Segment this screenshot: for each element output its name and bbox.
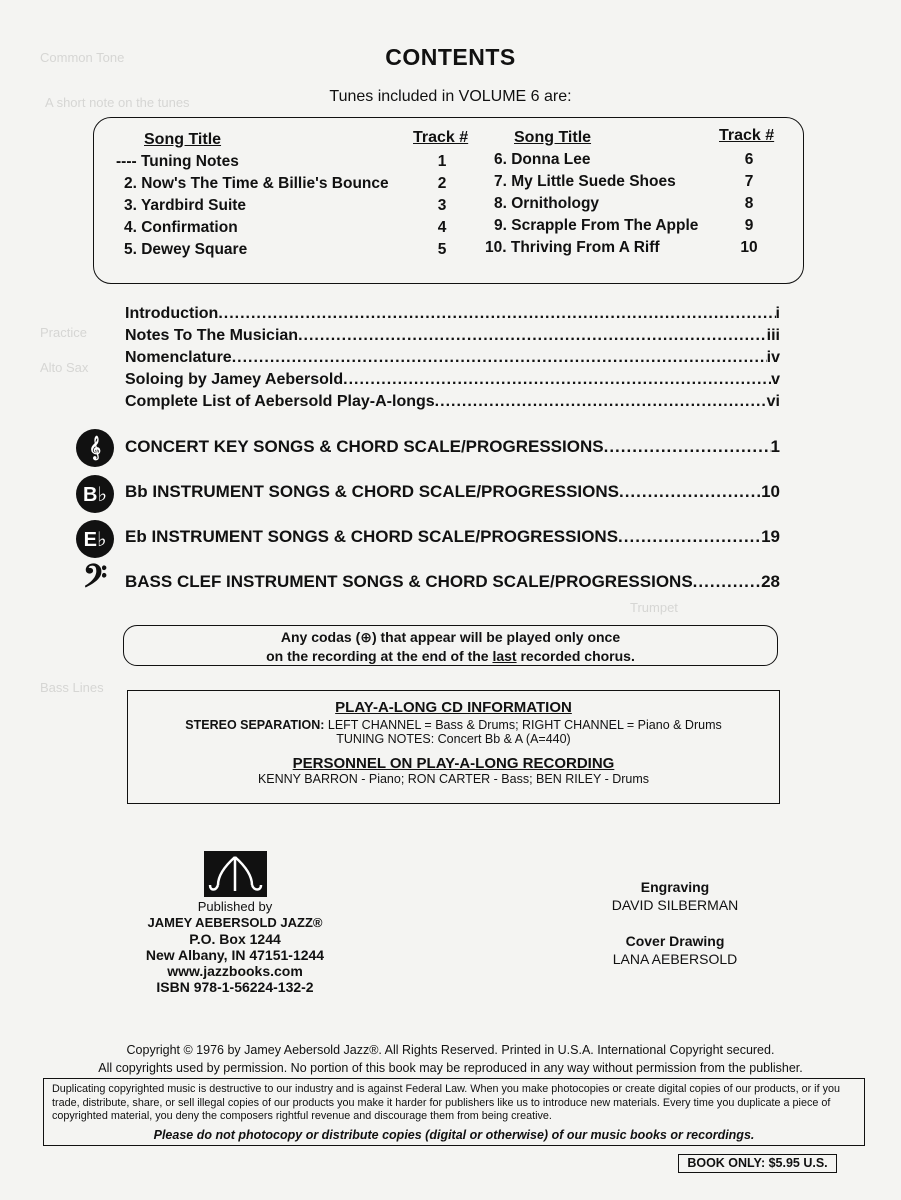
tune-item: 6. Donna Lee bbox=[494, 151, 591, 168]
bleed-through-text: Practice bbox=[40, 325, 87, 340]
b-flat-icon: B♭ bbox=[76, 475, 114, 513]
toc-page: v bbox=[771, 371, 780, 388]
engraving-label: Engraving bbox=[640, 879, 710, 895]
track-number: 2 bbox=[437, 175, 447, 192]
toc-label: Soloing by Jamey Aebersold bbox=[125, 371, 344, 388]
section-entry-bass[interactable] bbox=[125, 572, 780, 596]
publisher-city: New Albany, IN 47151-1244 bbox=[145, 947, 325, 963]
emphasis-last: last bbox=[492, 648, 517, 664]
tune-item: ---- Tuning Notes bbox=[116, 153, 239, 170]
section-page: 19 bbox=[761, 527, 780, 546]
toc-page: i bbox=[775, 305, 780, 322]
copy-warning-box bbox=[43, 1078, 865, 1146]
section-page: 1 bbox=[770, 437, 780, 456]
cover-drawing-label: Cover Drawing bbox=[625, 933, 725, 949]
track-number: 7 bbox=[744, 173, 754, 190]
tune-item: 8. Ornithology bbox=[494, 195, 600, 212]
tune-item: 3. Yardbird Suite bbox=[124, 197, 247, 214]
leader-dots bbox=[298, 327, 767, 345]
toc-entry-playalongs[interactable] bbox=[125, 393, 780, 415]
tunes-list-box bbox=[93, 117, 804, 284]
copyright-line: All copyrights used by permission. No portion of this book may be reproduced in any way without permission from the publisher. bbox=[98, 1061, 803, 1075]
page-title: CONTENTS bbox=[385, 44, 516, 70]
section-entry-eb[interactable] bbox=[125, 527, 780, 551]
tune-item: 4. Confirmation bbox=[124, 219, 238, 236]
publisher-website[interactable]: www.jazzbooks.com bbox=[167, 963, 303, 979]
track-header-right: Track # bbox=[719, 127, 775, 144]
bleed-through-text: A short note on the tunes bbox=[45, 95, 190, 110]
leader-dots bbox=[218, 305, 775, 323]
cover-drawing-name: LANA AEBERSOLD bbox=[612, 951, 738, 967]
section-entry-bb[interactable] bbox=[125, 482, 780, 506]
cd-info-box bbox=[127, 690, 780, 804]
track-number: 3 bbox=[437, 197, 447, 214]
leader-dots bbox=[693, 572, 761, 592]
e-flat-icon: E♭ bbox=[76, 520, 114, 558]
stereo-separation: STEREO SEPARATION: LEFT CHANNEL = Bass & Drums; RIGHT CHANNEL = Piano & Drums bbox=[185, 718, 722, 732]
leader-dots bbox=[232, 349, 767, 367]
leader-dots bbox=[435, 393, 767, 411]
page-subtitle: Tunes included in VOLUME 6 are: bbox=[329, 88, 572, 105]
tune-item: 5. Dewey Square bbox=[124, 241, 248, 258]
song-title-header-right: Song Title bbox=[514, 129, 592, 146]
track-number: 5 bbox=[437, 241, 447, 258]
publisher-logo bbox=[204, 851, 267, 897]
toc-page: iv bbox=[766, 349, 780, 366]
bleed-through-text: Alto Sax bbox=[40, 360, 89, 375]
toc-entry-introduction[interactable] bbox=[125, 305, 780, 327]
coda-note-box bbox=[123, 625, 778, 666]
section-label: Bb INSTRUMENT SONGS & CHORD SCALE/PROGRESSIONS bbox=[125, 482, 619, 501]
leader-dots bbox=[604, 437, 771, 457]
coda-note-line1: Any codas (⊕) that appear will be played only once bbox=[280, 629, 621, 645]
toc-label: Notes To The Musician bbox=[125, 327, 299, 344]
toc-entry-notes[interactable] bbox=[125, 327, 780, 349]
copyright-notice bbox=[0, 1041, 901, 1077]
section-label: CONCERT KEY SONGS & CHORD SCALE/PROGRESSIONS bbox=[125, 437, 604, 456]
track-number: 8 bbox=[744, 195, 754, 212]
track-number: 6 bbox=[744, 151, 754, 168]
section-label: Eb INSTRUMENT SONGS & CHORD SCALE/PROGRESSIONS bbox=[125, 527, 619, 546]
bass-clef-icon: 𝄢 bbox=[82, 559, 108, 602]
toc-entry-soloing[interactable] bbox=[125, 371, 780, 393]
isbn: ISBN 978-1-56224-132-2 bbox=[156, 979, 314, 995]
section-label: BASS CLEF INSTRUMENT SONGS & CHORD SCALE/PROGRESSIONS bbox=[125, 572, 693, 591]
tune-item: 7. My Little Suede Shoes bbox=[494, 173, 676, 190]
bleed-through-text: Trumpet bbox=[630, 600, 678, 615]
section-entry-concert[interactable] bbox=[125, 437, 780, 461]
engraving-name: DAVID SILBERMAN bbox=[611, 897, 739, 913]
track-number: 1 bbox=[437, 153, 447, 170]
price-badge: BOOK ONLY: $5.95 U.S. bbox=[678, 1154, 837, 1173]
cd-info-heading: PLAY-A-LONG CD INFORMATION bbox=[335, 699, 572, 716]
section-page: 10 bbox=[761, 482, 780, 501]
treble-clef-icon: 𝄞 bbox=[76, 429, 114, 467]
section-page: 28 bbox=[761, 572, 780, 591]
toc-label: Complete List of Aebersold Play-A-longs bbox=[125, 393, 435, 410]
leader-dots bbox=[619, 482, 761, 502]
bleed-through-text: Bass Lines bbox=[40, 680, 104, 695]
toc-entry-nomenclature[interactable] bbox=[125, 349, 780, 371]
coda-note-line2: on the recording at the end of the last recorded chorus. bbox=[266, 648, 635, 664]
published-by: Published by bbox=[197, 899, 273, 914]
publisher-po-box: P.O. Box 1244 bbox=[189, 931, 281, 947]
tune-item: 9. Scrapple From The Apple bbox=[494, 217, 699, 234]
personnel-heading: PERSONNEL ON PLAY-A-LONG RECORDING bbox=[292, 755, 615, 772]
personnel-list: KENNY BARRON - Piano; RON CARTER - Bass; BEN RILEY - Drums bbox=[257, 772, 650, 786]
track-number: 4 bbox=[437, 219, 447, 236]
track-number: 10 bbox=[740, 239, 758, 256]
toc-page: vi bbox=[766, 393, 780, 410]
copy-warning-plea: Please do not photocopy or distribute copies (digital or otherwise) of our music books or recordings. bbox=[153, 1127, 755, 1142]
leader-dots bbox=[343, 371, 771, 389]
toc-label: Introduction bbox=[125, 305, 219, 322]
tuning-notes: TUNING NOTES: Concert Bb & A (A=440) bbox=[336, 732, 571, 746]
copy-warning-text: Duplicating copyrighted music is destructive to our industry and is against Federal Law. When you make photocopies or create digital copies of our products, or if you trade, distribute, share, or sell illegal copies of our products you make it harder for publishers like us to introduce new materials. Every time you duplicate a piece of copyrighted material, you deny the composers rightful revenue and discourage them from being creative. bbox=[52, 1083, 840, 1122]
tune-item: 2. Now's The Time & Billie's Bounce bbox=[124, 175, 389, 192]
song-title-header-left: Song Title bbox=[144, 131, 222, 148]
toc-label: Nomenclature bbox=[125, 349, 232, 366]
leader-dots bbox=[618, 527, 761, 547]
toc-page: iii bbox=[766, 327, 780, 344]
track-number: 9 bbox=[744, 217, 754, 234]
track-header-left: Track # bbox=[413, 129, 469, 146]
bleed-through-text: Common Tone bbox=[40, 50, 125, 65]
publisher-name: JAMEY AEBERSOLD JAZZ® bbox=[147, 915, 323, 930]
copyright-line: Copyright © 1976 by Jamey Aebersold Jazz®. All Rights Reserved. Printed in U.S.A. International Copyright secured. bbox=[126, 1043, 775, 1057]
tune-item: 10. Thriving From A Riff bbox=[485, 239, 660, 256]
